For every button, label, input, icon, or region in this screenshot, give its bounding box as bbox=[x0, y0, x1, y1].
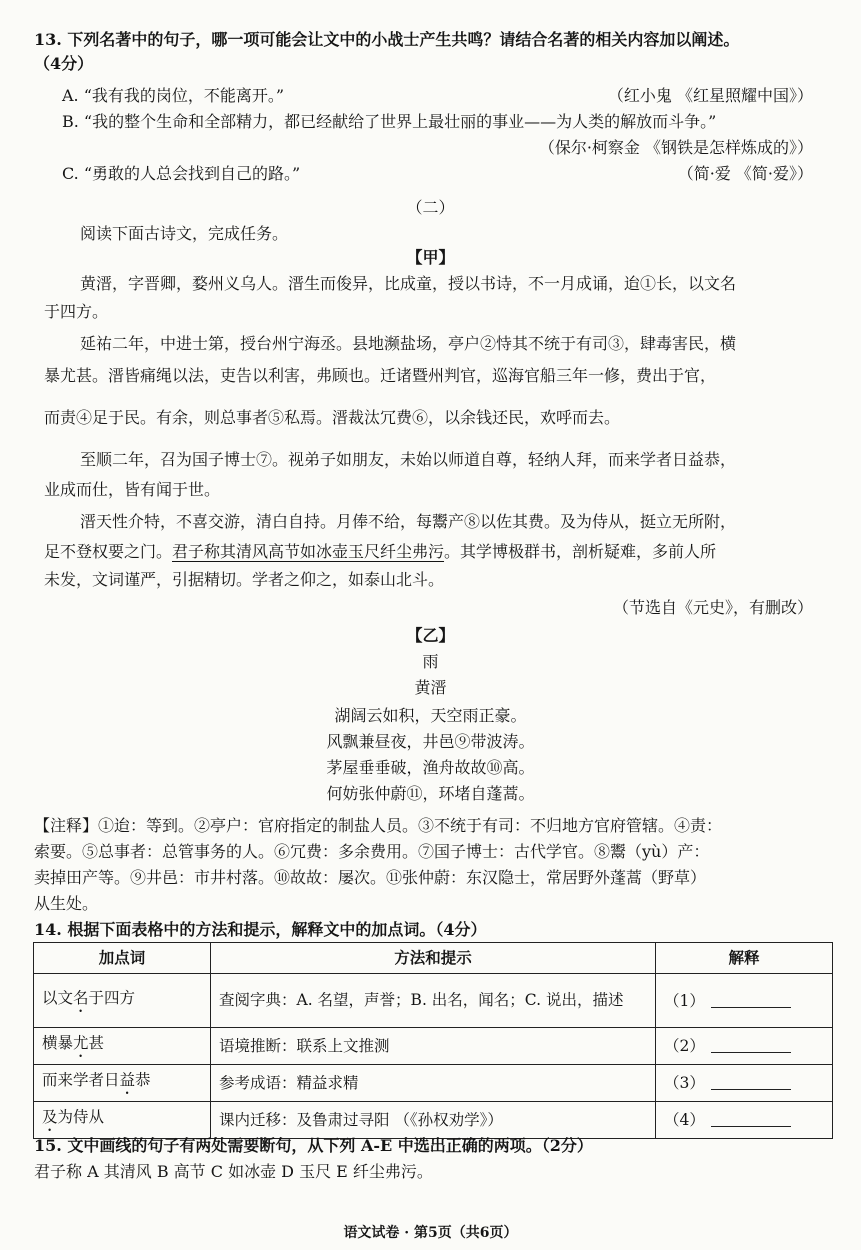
notes-line-3: 卖掉田产等。⑨井邑：市井村落。⑩故故：屡次。⑪张仲蔚：东汉隐士，常居野外蓬蒿（野草） bbox=[34, 868, 707, 887]
q13-stem: 13. 下列名著中的句子，哪一项可能会让文中的小战士产生共鸣？请结合名著的相关内容加以阐述。 bbox=[34, 30, 740, 49]
underlined-sentence: 君子称其清风高节如冰壶玉尺纤尘弗污 bbox=[172, 542, 445, 561]
poem-line-1: 湖阔云如积，天空雨正豪。 bbox=[334, 706, 527, 725]
word-pre: 横暴 bbox=[42, 1034, 74, 1053]
poem-title: 雨 bbox=[422, 652, 439, 671]
answer-cell bbox=[656, 1102, 833, 1139]
word-post: 为侍从 bbox=[57, 1108, 105, 1127]
jia-p3-line2: 业成而仕，皆有闻于世。 bbox=[44, 480, 221, 499]
poem-author: 黄溍 bbox=[414, 678, 447, 697]
jia-p4-line2-post: 。其学博极群书，剖析疑难，多前人所 bbox=[444, 542, 717, 561]
table-row bbox=[34, 1028, 833, 1065]
hint-cell: 语境推断：联系上文推测 bbox=[211, 1028, 656, 1065]
jia-p4-line2 bbox=[44, 540, 716, 565]
q14-stem: 14. 根据下面表格中的方法和提示，解释文中的加点词。（4分） bbox=[34, 920, 487, 939]
dotted-word: 益 bbox=[119, 1071, 136, 1090]
answer-cell bbox=[656, 974, 833, 1028]
section-title: （二） bbox=[406, 198, 455, 217]
notes-line-2: 索要。⑤总事者：总管事务的人。⑥冗费：多余费用。⑦国子博士：古代学官。⑧鬻（yù）产： bbox=[34, 842, 710, 861]
poem-line-3: 茅屋垂垂破，渔舟故故⑩高。 bbox=[326, 758, 535, 777]
jia-p2-line2: 暴尤甚。溍皆痛绳以法，吏告以利害，弗顾也。迁诸暨州判官，巡海官船三年一修，费出于官， bbox=[44, 366, 717, 385]
passage-jia-label: 【甲】 bbox=[406, 248, 455, 267]
q14-table bbox=[33, 942, 833, 1139]
q13-option-a: A. “我有我的岗位，不能离开。” bbox=[62, 86, 285, 105]
jia-p1-line2: 于四方。 bbox=[44, 302, 109, 321]
dotted-word: 及 bbox=[42, 1108, 58, 1127]
col-header-answer: 解释 bbox=[656, 943, 833, 974]
dotted-word: 尤 bbox=[73, 1034, 89, 1053]
answer-number: （4） bbox=[664, 1111, 705, 1129]
jia-p3-line1: 至顺二年，召为国子博士⑦。视弟子如朋友，未始以师道自尊，轻纳人拜，而来学者日益恭， bbox=[80, 450, 737, 469]
jia-p4-line3: 未发，文词谨严，引据精切。学者之仰之，如泰山北斗。 bbox=[44, 570, 445, 589]
answer-blank[interactable] bbox=[711, 1036, 791, 1053]
table-row bbox=[34, 974, 833, 1028]
q13-option-b-source: （保尔·柯察金 《钢铁是怎样炼成的》） bbox=[538, 138, 813, 157]
word-cell bbox=[34, 974, 211, 1028]
page-footer: 语文试卷 · 第5页（共6页） bbox=[343, 1225, 518, 1241]
answer-cell bbox=[656, 1028, 833, 1065]
jia-p4-line2-pre: 足不登权要之门。 bbox=[44, 542, 173, 561]
q15-options: 君子称 A 其清风 B 高节 C 如冰壶 D 玉尺 E 纤尘弗污。 bbox=[34, 1162, 433, 1181]
q15-stem: 15. 文中画线的句子有两处需要断句，从下列 A-E 中选出正确的两项。（2分） bbox=[34, 1136, 593, 1155]
answer-number: （2） bbox=[664, 1037, 705, 1055]
notes-line-1: 【注释】①迨：等到。②亭户：官府指定的制盐人员。③不统于有司：不归地方官府管辖。④责： bbox=[34, 816, 723, 835]
answer-cell bbox=[656, 1065, 833, 1102]
hint-cell: 课内迁移：及鲁肃过寻阳 （《孙权劝学》） bbox=[211, 1102, 656, 1139]
jia-p4-line1: 溍天性介特，不喜交游，清白自持。月俸不给，每鬻产⑧以佐其费。及为侍从，挺立无所附， bbox=[80, 512, 737, 531]
answer-number: （1） bbox=[664, 991, 705, 1010]
word-pre: 而来学者日 bbox=[42, 1071, 120, 1090]
jia-source: （节选自《元史》，有删改） bbox=[612, 598, 813, 617]
table-row bbox=[34, 1065, 833, 1102]
word-cell bbox=[34, 1065, 211, 1102]
hint-cell: 参考成语：精益求精 bbox=[211, 1065, 656, 1102]
jia-p2-line3: 而责④足于民。有余，则总事者⑤私焉。溍裁汰冗费⑥，以余钱还民，欢呼而去。 bbox=[44, 408, 621, 427]
word-cell bbox=[34, 1102, 211, 1139]
word-post: 甚 bbox=[88, 1034, 105, 1053]
answer-number: （3） bbox=[664, 1074, 705, 1092]
word-post: 恭 bbox=[135, 1071, 151, 1090]
word-pre: 以文 bbox=[42, 988, 74, 1007]
q13-option-c-source: （简·爱 《简·爱》） bbox=[677, 164, 813, 183]
col-header-hint: 方法和提示 bbox=[211, 943, 656, 974]
jia-p1-line1: 黄溍，字晋卿，婺州义乌人。溍生而俊异，比成童，授以书诗，不一月成诵，迨①长，以文名 bbox=[80, 274, 737, 293]
passage-yi-label: 【乙】 bbox=[406, 626, 455, 645]
q13-option-c: C. “勇敢的人总会找到自己的路。” bbox=[62, 164, 301, 183]
section-intro: 阅读下面古诗文，完成任务。 bbox=[80, 224, 289, 243]
word-post: 于四方 bbox=[88, 988, 136, 1007]
answer-blank[interactable] bbox=[711, 1110, 791, 1127]
poem-line-4: 何妨张仲蔚⑪，环堵自蓬蒿。 bbox=[326, 784, 535, 803]
notes-line-4: 从生处。 bbox=[34, 894, 99, 913]
poem-line-2: 风飘兼昼夜，井邑⑨带波涛。 bbox=[326, 732, 535, 751]
answer-blank[interactable] bbox=[711, 991, 791, 1008]
q13-score: （4分） bbox=[34, 54, 94, 73]
answer-blank[interactable] bbox=[711, 1073, 791, 1090]
hint-cell: 查阅字典：A. 名望，声誉；B. 出名，闻名；C. 说出，描述 bbox=[211, 974, 656, 1028]
col-header-word: 加点词 bbox=[34, 943, 211, 974]
word-cell bbox=[34, 1028, 211, 1065]
jia-p2-line1: 延祐二年，中进士第，授台州宁海丞。县地濒盐场，亭户②恃其不统于有司③，肆毒害民，横 bbox=[80, 334, 737, 353]
table-row bbox=[34, 1102, 833, 1139]
table-header-row bbox=[34, 943, 833, 974]
dotted-word: 名 bbox=[73, 988, 89, 1007]
q13-option-b: B. “我的整个生命和全部精力，都已经献给了世界上最壮丽的事业——为人类的解放而斗争。” bbox=[62, 112, 717, 131]
q13-option-a-source: （红小鬼 《红星照耀中国》） bbox=[607, 86, 813, 105]
